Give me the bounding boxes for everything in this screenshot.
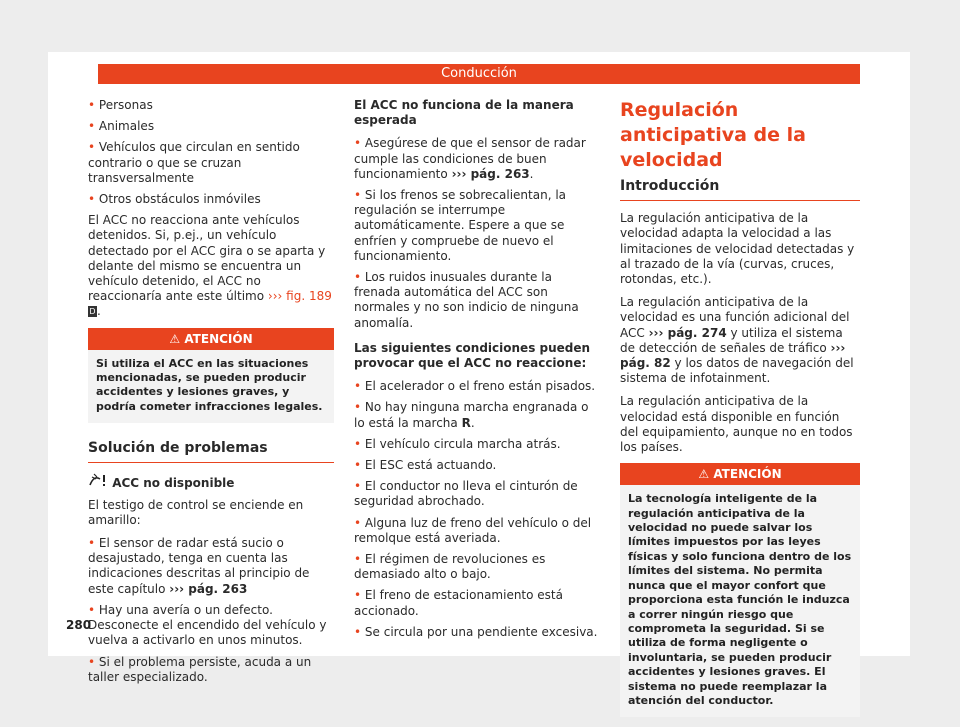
page-reference[interactable]: ››› pág. 263	[169, 581, 248, 596]
section-title: Solución de problemas	[88, 440, 268, 457]
page-number: 280	[66, 618, 92, 632]
warning-triangle-icon: ⚠	[169, 331, 181, 346]
list-item: • Alguna luz de freno del vehículo o del remolque está averiada.	[354, 515, 592, 545]
page-reference[interactable]: ››› pág. 82	[620, 340, 846, 371]
paragraph: El ACC no reacciona ante vehículos detenidos. Si, p.ej., un vehículo detectado por el ACC gira o se aparta y delante del mismo se encuentra un vehículo detenido, el ACC no reaccionaría ante este último ››› fig. 189 D.	[88, 213, 332, 319]
warning-triangle-icon: ⚠	[698, 467, 710, 482]
column-1	[88, 98, 334, 691]
list-item: • No hay ninguna marcha engranada o lo está la marcha R.	[354, 400, 589, 430]
list-item: • Personas	[88, 98, 153, 112]
warning-box	[620, 463, 860, 717]
list-item: • El conductor no lleva el cinturón de seguridad abrochado.	[354, 479, 578, 509]
section-title: Introducción	[620, 178, 720, 194]
paragraph: La regulación anticipativa de la velocidad está disponible en función del equipamiento, aunque no en todos los países.	[620, 394, 853, 455]
warning-text: La tecnología inteligente de la regulación anticipativa de la velocidad no puede salvar los límites impuestos por las leyes físicas y solo funciona dentro de los límites del sistema. No permita nunca que el mayor confort que proporciona esta función le induzca a correr ningún riesgo que comprometa la seguridad. Si se utiliza de forma negligente o involuntaria, se pueden producir accidentes y lesiones graves. El sistema no puede reemplazar la atención del conductor.	[628, 492, 852, 707]
figure-letter-badge: D	[89, 307, 96, 317]
figure-link[interactable]: fig. 189	[286, 289, 332, 304]
section-divider	[620, 200, 860, 201]
paragraph: La regulación anticipativa de la velocidad es una función adicional del ACC ››› pág. 274 y utiliza el sistema de detección de señales de tráfico ››› pág. 82 y los datos de navegación del sistema de infotainment.	[620, 295, 854, 386]
chapter-title: Regulación anticipativa de la velocidad	[620, 99, 806, 171]
list-item: • Si el problema persiste, acuda a un taller especializado.	[88, 654, 312, 684]
subsection-title: ACC no disponible	[88, 473, 334, 491]
acc-warning-lamp-icon	[88, 476, 112, 490]
list-item: • Si los frenos se sobrecalientan, la regulación se interrumpe automáticamente. Espere a que se enfríen y compruebe de nuevo el funcionamiento.	[354, 188, 567, 263]
heading: Las siguientes condiciones pueden provocar que el ACC no reaccione:	[354, 340, 591, 371]
section-divider	[88, 462, 334, 463]
list-item: • El régimen de revoluciones es demasiado alto o bajo.	[354, 552, 546, 582]
list-item: • Animales	[88, 119, 155, 134]
list-item: • Vehículos que circulan en sentido contrario o que se cruzan transversalmente	[88, 140, 300, 185]
warning-box	[88, 328, 334, 424]
warning-title: ATENCIÓN	[184, 331, 253, 346]
column-2	[354, 98, 600, 646]
list-item: • El sensor de radar está sucio o desajustado, tenga en cuenta las indicaciones descritas al principio de este capítulo ››› pág. 263	[88, 536, 310, 596]
column-3	[620, 98, 860, 727]
list-item: • Se circula por una pendiente excesiva.	[354, 624, 598, 639]
list-item: • Los ruidos inusuales durante la frenada automática del ACC son normales y no son indicio de ninguna anomalía.	[354, 270, 579, 330]
list-item: • El acelerador o el freno están pisados.	[354, 379, 596, 394]
list-item: • El vehículo circula marcha atrás.	[354, 436, 561, 451]
warning-text: Si utiliza el ACC en las situaciones mencionadas, se pueden producir accidentes y lesiones graves, y podría cometer infracciones legales.	[96, 356, 323, 413]
page-reference[interactable]: ››› pág. 263	[451, 166, 530, 181]
list-item: • Asegúrese de que el sensor de radar cumple las condiciones de buen funcionamiento ››› pág. 263.	[354, 136, 586, 181]
page-reference[interactable]: ››› pág. 274	[648, 325, 727, 340]
list-item: • El ESC está actuando.	[354, 458, 497, 473]
heading: El ACC no funciona de la manera esperada	[354, 98, 574, 128]
page-header: Conducción	[98, 64, 860, 84]
list-item: • Hay una avería o un defecto. Desconecte el encendido del vehículo y vuelva a activarlo en unos minutos.	[88, 602, 327, 648]
paragraph: La regulación anticipativa de la velocidad adapta la velocidad a las limitaciones de velocidad detectadas y al trazado de la vía (curvas, cruces, rotondas, etc.).	[620, 211, 855, 287]
list-item: • Otros obstáculos inmóviles	[88, 192, 261, 207]
warning-title: ATENCIÓN	[713, 467, 782, 482]
list-item: • El freno de estacionamiento está accionado.	[354, 588, 563, 618]
paragraph: El testigo de control se enciende en amarillo:	[88, 497, 304, 527]
